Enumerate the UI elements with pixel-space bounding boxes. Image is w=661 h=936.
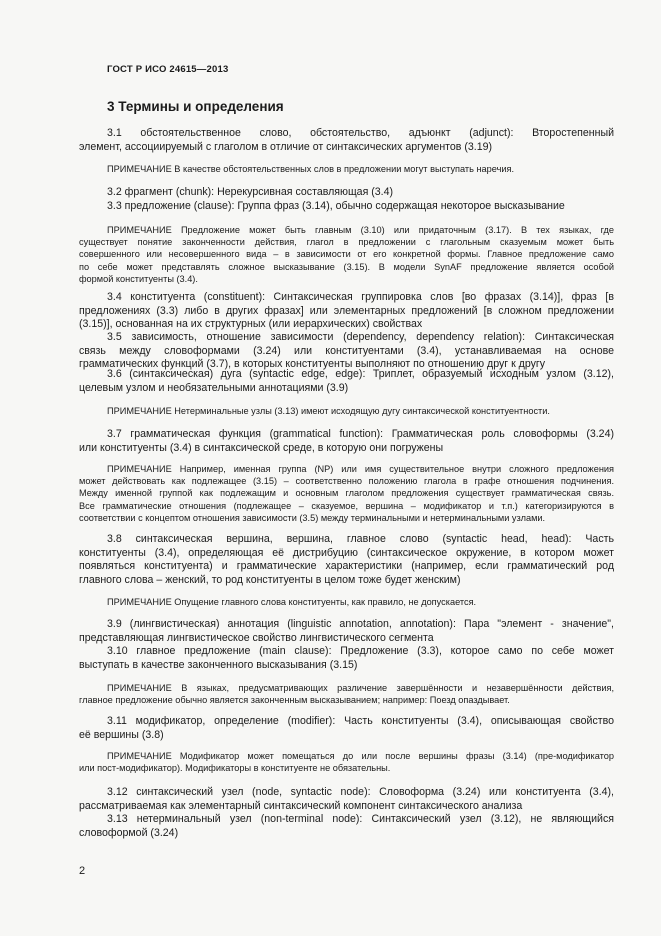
text-line: 3.1 обстоятельственное слово, обстоятельство, адъюнкт (adjunct): Второстепенный xyxy=(107,127,614,139)
section-title: 3 Термины и определения xyxy=(107,99,284,114)
text-line: или конституенты (3.4) в синтаксической среде, в которую они погружены xyxy=(79,441,444,454)
note-3-3 xyxy=(79,224,614,285)
text-line: целевым узлом и необязательными аннотациями (3.9) xyxy=(79,381,349,394)
term-3-10 xyxy=(79,645,614,672)
term-3-4 xyxy=(79,291,614,332)
text-line: 3.4 конституента (constituent): Синтаксическая группировка слов [во фразах (3.14)], фраз [в xyxy=(107,291,614,303)
note-line: соответствии с концептом отношения зависимости (3.5) между терминальными и нетерминальными узлами. xyxy=(79,512,546,523)
term-3-7 xyxy=(79,428,614,455)
term-3-1 xyxy=(79,127,614,154)
text-line: предложениях (3.3) либо в других фразах] или элементарных предложений [в сложном предложении xyxy=(79,304,614,317)
text-line: грамматических функций (3.7), в которых конституенты выполняют по отношению друг к другу xyxy=(79,358,546,371)
note-line: ПРИМЕЧАНИЕ Опущение главного слова конституенты, как правило, не допускается. xyxy=(107,597,477,607)
text-line: её вершины (3.8) xyxy=(79,728,164,741)
note-line: ПРИМЕЧАНИЕ Нетерминальные узлы (3.13) имеют исходящую дугу синтаксической конституентности. xyxy=(107,406,550,416)
note-line: ПРИМЕЧАНИЕ В языках, предусматривающих различение завершённости и незавершённости действия, xyxy=(107,683,614,693)
term-3-11 xyxy=(79,715,614,742)
page-number: 2 xyxy=(79,865,86,877)
note-line: ПРИМЕЧАНИЕ Например, именная группа (NP) или имя существительное внутри сложного предложения xyxy=(107,464,614,474)
note-line: по себе может представлять сложное высказывание (3.15). В модели SynAF предложение является особой xyxy=(79,261,614,272)
text-line: 3.8 синтаксическая вершина, вершина, главное слово (syntactic head, head): Часть xyxy=(107,533,614,545)
text-line: элемент, ассоциируемый с глаголом в отличие от синтаксических аргументов (3.19) xyxy=(79,140,493,153)
text-line: 3.9 (лингвистическая) аннотация (linguistic annotation, annotation): Пара "элемент - значение", xyxy=(107,618,614,630)
text-line: связь между словоформами (3.24) или конституентами (3.4), устанавливаемая на основе xyxy=(79,344,614,357)
text-line: 3.12 синтаксический узел (node, syntactic node): Словоформа (3.24) или конституента (3.4), xyxy=(107,786,614,798)
text-line: конституенты (3.4), определяющая её дистрибуцию (синтаксическое окружение, в котором может xyxy=(79,546,614,559)
note-line: Все грамматические отношения (подлежащее – сказуемое, вершина – модификатор и т.п.) категоризируются в xyxy=(79,500,614,511)
note-line: или пост-модификатор). Модификаторы в конституенте не обязательны. xyxy=(79,763,391,774)
note-line: ПРИМЕЧАНИЕ Модификатор может помещаться до или после вершины фразы (3.14) (пре-модификатор xyxy=(107,751,614,761)
text-line: 3.7 грамматическая функция (grammatical function): Грамматическая роль словоформы (3.24) xyxy=(107,428,614,440)
note-line: ПРИМЕЧАНИЕ Предложение может быть главным (3.10) или придаточным (3.17). В тех языках, где xyxy=(107,225,614,235)
note-line: существует понятие законченности действия, глагол в предложении с глагольным сказуемым может быть xyxy=(79,237,614,248)
term-3-3 xyxy=(79,200,614,214)
text-line: 3.6 (синтаксическая) дуга (syntactic edge, edge): Триплет, образуемый исходным узлом (3.12), xyxy=(107,368,614,380)
text-line: 3.10 главное предложение (main clause): Предложение (3.3), которое само по себе может xyxy=(107,645,614,657)
text-line: 3.3 предложение (clause): Группа фраз (3.14), обычно содержащая некоторое высказывание xyxy=(107,200,565,212)
term-3-2 xyxy=(79,186,614,200)
term-3-12 xyxy=(79,786,614,813)
text-line: главного слова – женский, то род конституенты в целом тоже будет женским) xyxy=(79,573,461,586)
note-3-7 xyxy=(79,463,614,524)
note-3-11 xyxy=(79,750,614,774)
note-line: главное предложение обычно является законченным высказыванием; например: Поезд опаздывает. xyxy=(79,695,510,706)
note-3-10 xyxy=(79,682,614,706)
note-line: совершенного или несовершенного вида – в зависимости от его конкретной формы. Главное предложение само xyxy=(79,249,614,260)
text-line: (3.15)], основанная на их структурных (или иерархических) свойствах xyxy=(79,318,423,331)
term-3-5 xyxy=(79,331,614,372)
text-line: 3.13 нетерминальный узел (non-terminal node): Синтаксический узел (3.12), не являющийся xyxy=(107,813,614,825)
text-line: выступать в качестве законченного высказывания (3.15) xyxy=(79,658,358,671)
note-line: Между именной группой как подлежащим и основным глаголом предложения существует грамматическая связь. xyxy=(79,488,614,499)
text-line: 3.2 фрагмент (chunk): Нерекурсивная составляющая (3.4) xyxy=(107,186,394,198)
term-3-8 xyxy=(79,533,614,587)
term-3-6 xyxy=(79,368,614,395)
text-line: появляться конституента) и грамматические характеристики (например, если грамматический род xyxy=(79,560,614,573)
note-line: ПРИМЕЧАНИЕ В качестве обстоятельственных слов в предложении могут выступать наречия. xyxy=(107,164,515,174)
note-line: формой конституенты (3.4). xyxy=(79,273,198,284)
note-line: может действовать как подлежащее (3.15) – соответственно положению глагола в графе отношения подчинения. xyxy=(79,476,614,487)
text-line: рассматриваемая как элементарный синтаксический компонент синтаксического анализа xyxy=(79,799,523,812)
running-header: ГОСТ Р ИСО 24615—2013 xyxy=(107,64,229,75)
note-3-6 xyxy=(79,405,614,417)
term-3-13 xyxy=(79,813,614,840)
note-3-1 xyxy=(79,163,614,175)
text-line: словоформой (3.24) xyxy=(79,826,179,839)
text-line: представляющая лингвистическое свойство лингвистического сегмента xyxy=(79,631,434,644)
text-line: 3.11 модификатор, определение (modifier): Часть конституенты (3.4), описывающая свойство xyxy=(107,715,614,727)
text-line: 3.5 зависимость, отношение зависимости (dependency, dependency relation): Синтаксическая xyxy=(107,331,614,343)
note-3-8 xyxy=(79,596,614,608)
term-3-9 xyxy=(79,618,614,645)
